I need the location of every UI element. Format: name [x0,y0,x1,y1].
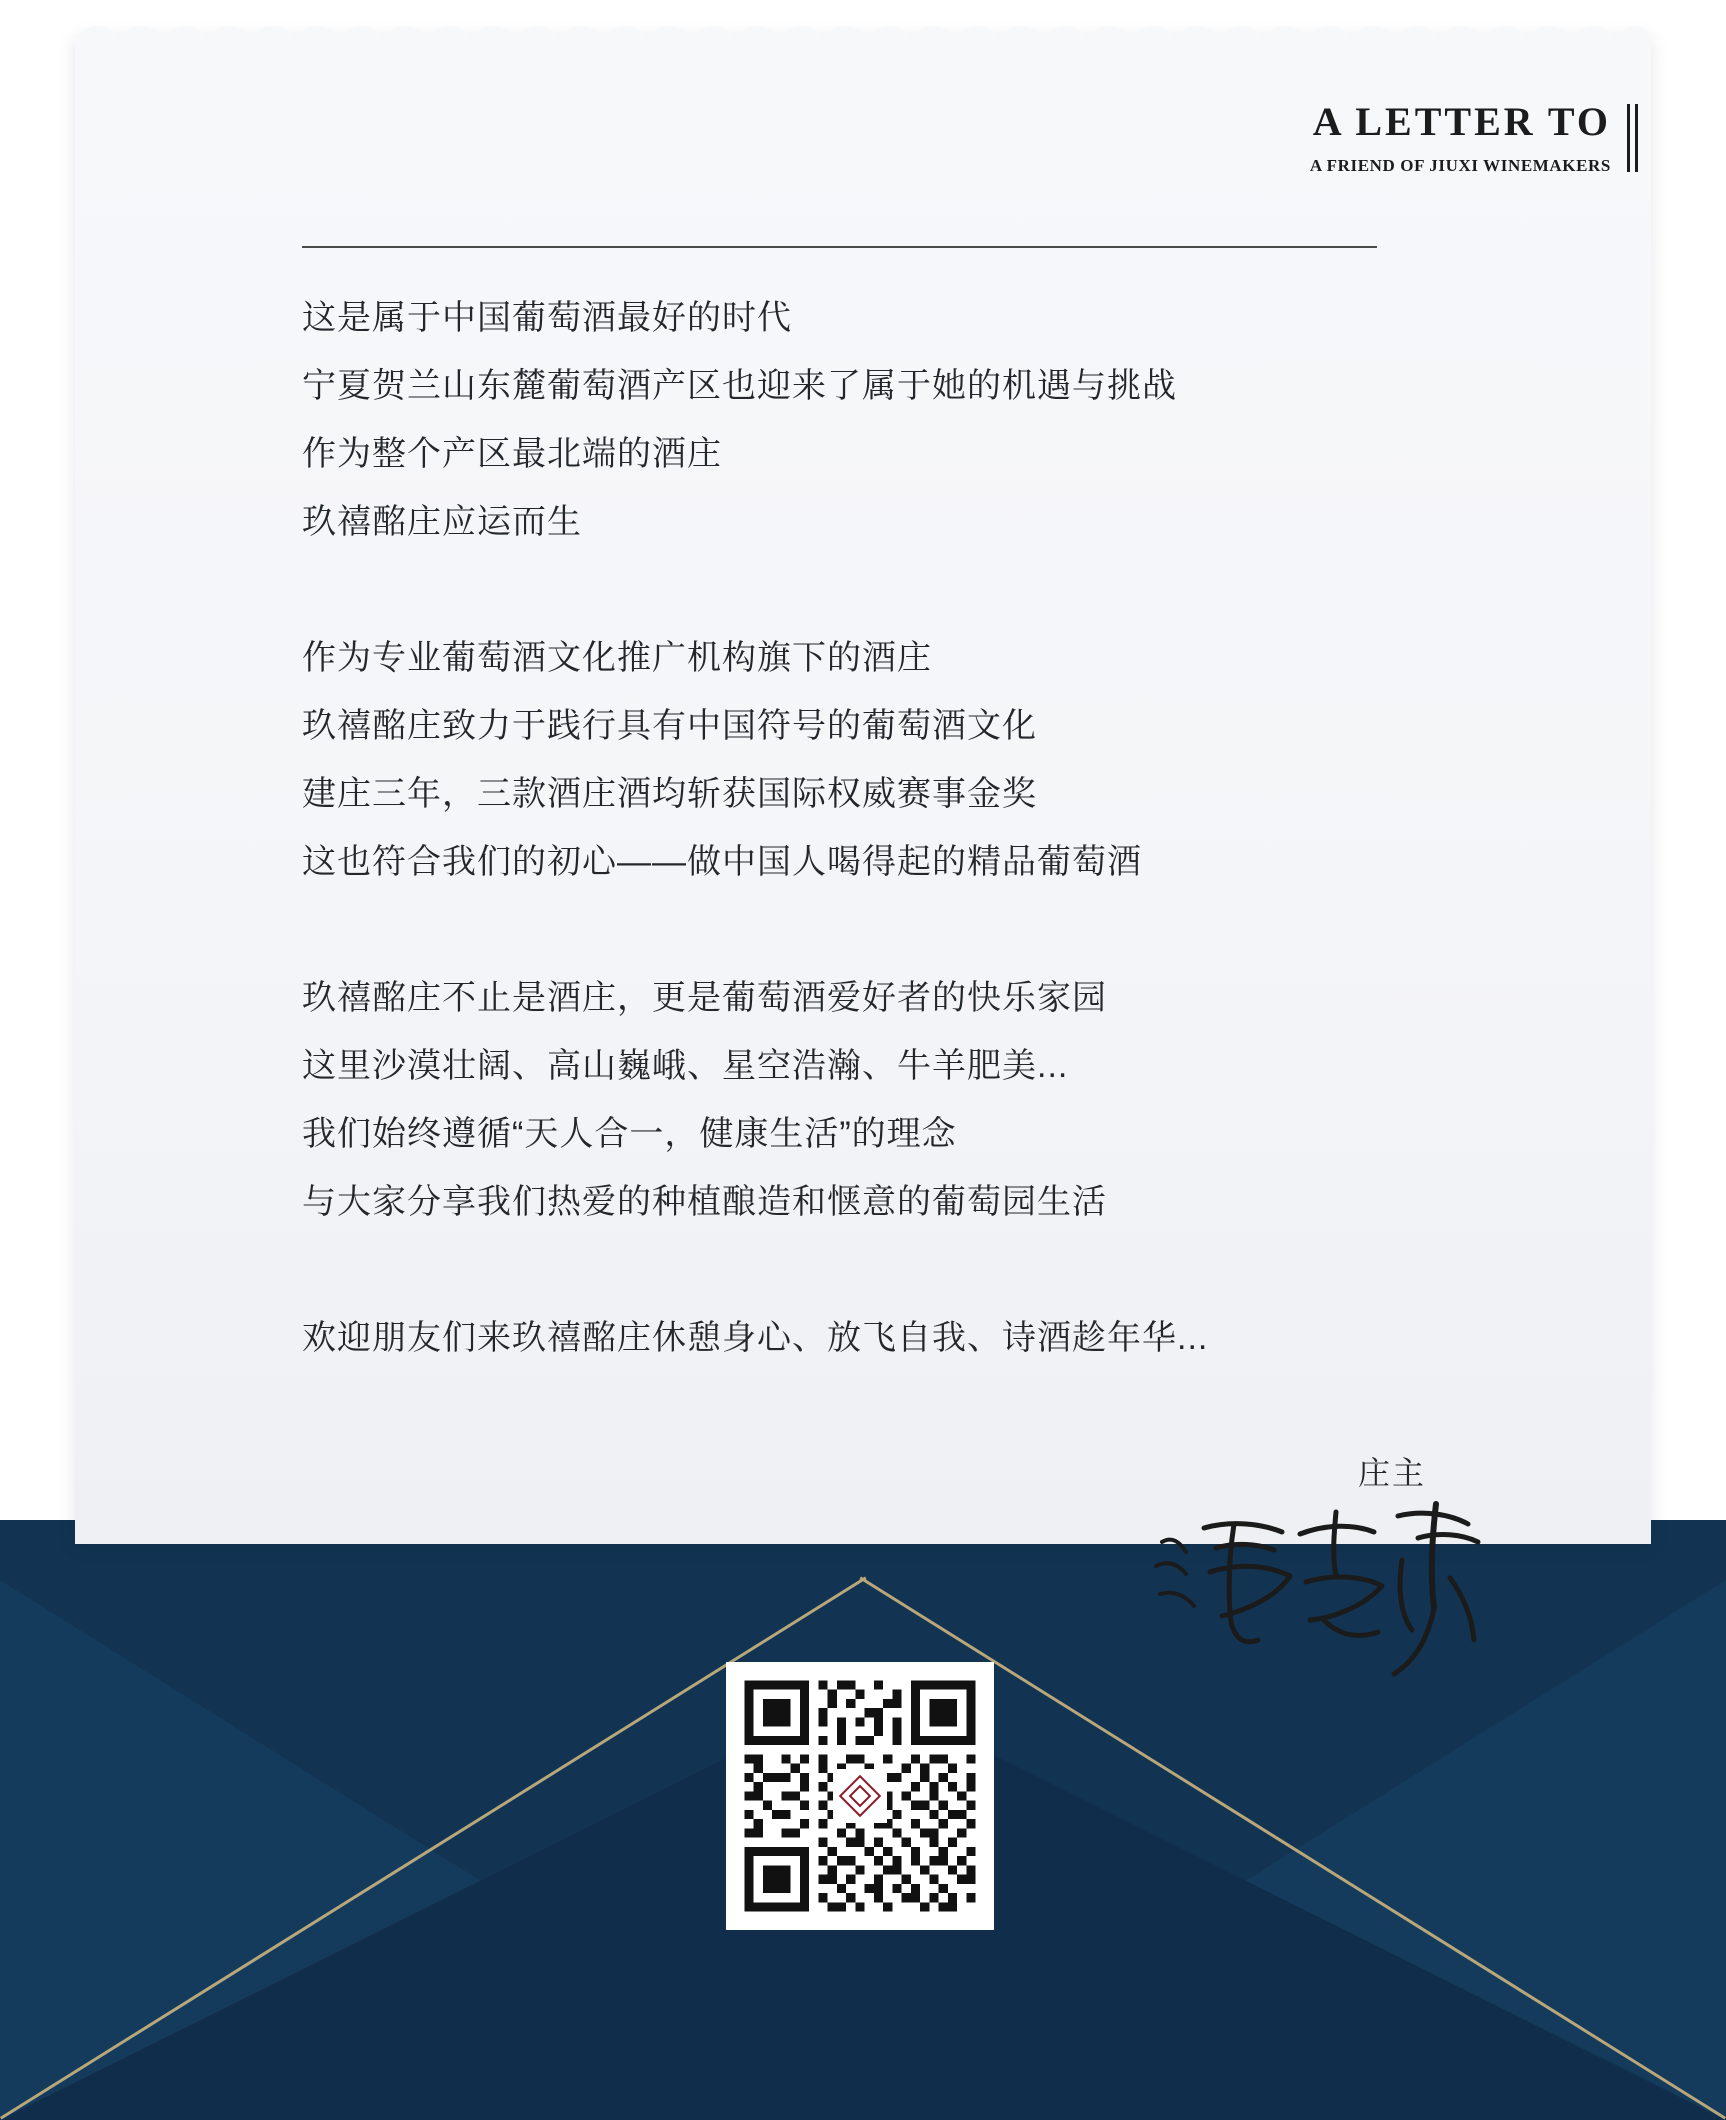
letter-line: 建庄三年，三款酒庄酒均斩获国际权威赛事金奖 [302,775,1037,813]
letter-line: 这也符合我们的初心——做中国人喝得起的精品葡萄酒 [302,843,1142,881]
letter-paragraph [302,1304,1422,1372]
letter-line: 这里沙漠壮阔、高山巍峨、星空浩瀚、牛羊肥美... [302,1047,1069,1085]
letter-line: 玖禧酩庄致力于践行具有中国符号的葡萄酒文化 [302,707,1037,745]
letter-line: 玖禧酩庄应运而生 [302,503,582,541]
page-title: A LETTER TO [1312,99,1611,144]
letter-line: 宁夏贺兰山东麓葡萄酒产区也迎来了属于她的机遇与挑战 [302,367,1177,405]
qr-center-logo [833,1769,887,1823]
qr-code[interactable] [726,1662,994,1930]
letter-line: 作为专业葡萄酒文化推广机构旗下的酒庄 [302,639,932,677]
letter-line: 我们始终遵循“天人合一，健康生活”的理念 [302,1115,957,1153]
letter-line: 欢迎朋友们来玖禧酩庄休憩身心、放飞自我、诗酒趁年华... [302,1319,1209,1357]
page-subtitle: A FRIEND OF JIUXI WINEMAKERS [1309,156,1611,175]
letter-header [1310,100,1638,176]
letter-header-text [1310,100,1611,176]
letter-body [302,284,1422,1372]
header-double-bar-ornament [1627,104,1638,172]
letter-line: 这是属于中国葡萄酒最好的时代 [302,299,792,337]
letter-paragraph [302,284,1422,556]
letter-line: 作为整个产区最北端的酒庄 [302,435,722,473]
letter-paragraph [302,624,1422,896]
handwritten-signature [1150,1490,1490,1690]
signature-title: 庄主 [1357,1455,1426,1491]
letter-line: 与大家分享我们热爱的种植酿造和惬意的葡萄园生活 [302,1183,1107,1221]
header-divider [302,246,1377,248]
letter-line: 玖禧酩庄不止是酒庄，更是葡萄酒爱好者的快乐家园 [302,979,1107,1017]
letter-paragraph [302,964,1422,1236]
